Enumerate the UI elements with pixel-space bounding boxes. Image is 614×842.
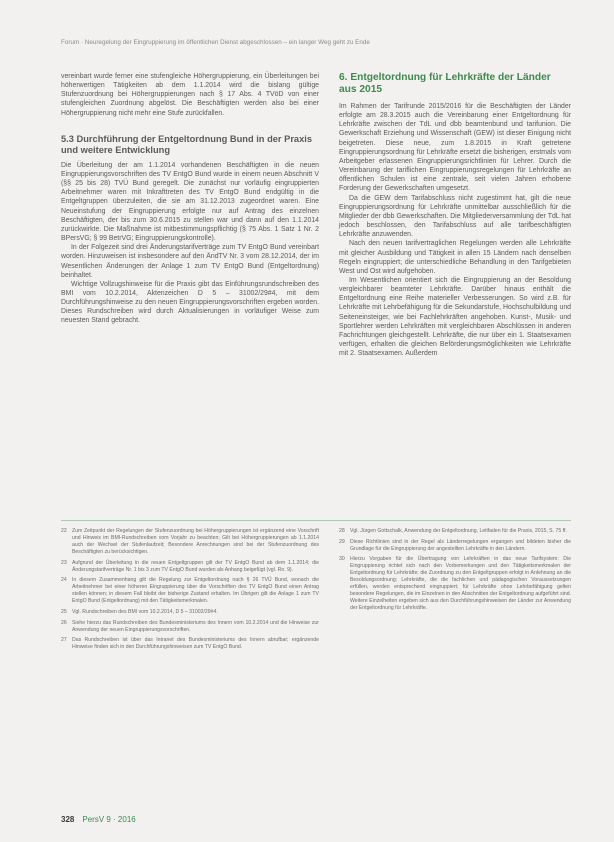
left-paragraph-3: Wichtige Vollzugshinweise für die Praxis gibt das Einführungsrundschreiben des BMI vom 10.2.2014, Aktenzeichen D 5 – 31002/29#4, mit dem Durchführungshinweise zu den neuen Eingruppierungsvorschriften ergeben worden. Dieses Rundschreiben wird durch Aktualisierungen in vorläufiger Weise zum neuesten Stand gebracht. [61,280,319,325]
footnote-number: 28 [339,528,345,534]
journal-issue: PersV 9 · 2016 [82,815,136,824]
footnote-number: 22 [61,528,67,534]
left-paragraph-1: Die Überleitung der am 1.1.2014 vorhandenen Beschäftigten in die neuen Eingruppierungsvorschriften des TV EntgO Bund wurde in einem neuen Abschnitt V (§§ 25 bis 28) TVÜ Bund geregelt. Die zunächst nur vorläufig eingruppierten Arbeitnehmer waren mit Inkrafttreten des TV EntgO Bund endgültig in die Entgeltgruppen überzuleiten, die sie am 31.12.2013 zugeordnet waren. Eine Neueinstufung der Eingruppierung erfolgte nur auf Antrag des einzelnen Beschäftigten, der bis zum 30.6.2015 zu stellen war und dann auf den 1.1.2014 zurückwirkte. Die Maßnahme ist mitbestimmungspflichtig (§ 75 Abs. 1 Satz 1 Nr. 2 BPersVG; § 99 BetrVG; Eingruppierungskontrolle). [61,161,319,243]
footnote-number: 30 [339,556,345,563]
right-paragraph-4: Im Wesentlichen orientiert sich die Eingruppierung an der Besoldung vergleichbarer beamteter Lehrkräfte. Darüber hinaus enthält die Entgeltordnung eine Reihe materieller Verbesserungen. So wird z.B. für Lehrkräfte mit Lehrbefähigung für die Sekundarstufe, Hochschulbildung und Seiteneinsteiger, wie bei Fachlehrkräften angehoben. Kunst-, Musik- und Sportlehrer werden Lehrkräften mit vergleichbaren Abschlüssen in anderen Fachrichtungen gleichgestellt. Lehrkräfte, die nur über ein 1. Staatsexamen verfügen, erhalten die gleichen Beförderungsmöglichkeiten wie Lehrkräfte mit 2. Staatsexamen. Außerdem [339,276,571,358]
right-paragraph-1: Im Rahmen der Tarifrunde 2015/2016 für die Beschäftigten der Länder erfolgte am 28.3.2015 auch die Vereinbarung einer Entgeltordnung für Lehrkräfte zwischen der TdL und dbb beamtenbund und tarifunion. Die Gewerkschaft Erziehung und Wissenschaft (GEW) ist dieser Einigung nicht beigetreten. Diese neue, zum 1.8.2015 in Kraft getretene Eingruppierungsordnung für Lehrkräfte ersetzt die bisherigen, erstmals vom Arbeitgeber erlassenen Eingruppierungsrichtlinien für Lehrer. Durch die Vereinbarung der tariflichen Eingruppierungsregelungen für Lehrkräfte an öffentlichen Schulen ist eine zentrale, seit vielen Jahren erhobene Forderung der Gewerkschaften umgesetzt. [339,103,571,193]
left-intro-paragraph: vereinbart wurde ferner eine stufengleiche Höhergruppierung, ein Überleitungen bei höherwertigen Tätigkeiten ab dem 1.1.2014 wird die bislang gültige Stufenzuordnung bei Höhergruppierungen nach § 17 Abs. 4 TVöD von einer stufengleichen Zuordnung abgelöst. Die Beschäftigten werden also bei einer Höhergruppierung nicht mehr eine Stufe zurückfallen. [61,73,319,117]
footnote [61,577,319,605]
footnote-number: 24 [61,577,67,584]
footnote [339,539,571,553]
footnote-text: Zum Zeitpunkt der Regelungen der Stufenzuordnung bei Höhergruppierungen ist ergänzend eine Vorschrift und Hinweis im BMI-Rundschreiben vom Vorjahr zu beachten; Gilt bei Höhergruppierungen ab 1.1.2014 auch der Wechsel der Stufenlaufzeit; Besondere Anrechnungen sind bei der Stufenzuordnung des Beschäftigten zu berücksichtigen. [72,528,319,556]
left-column [61,72,319,326]
right-column [339,72,571,358]
footnote [61,620,319,634]
footnotes-right [339,528,571,616]
footnote-text: In diesem Zusammenhang gilt die Regelung zur Entgeltordnung nach § 26 TVÜ Bund, wonach die Arbeitnehmer bei einer höheren Eingruppierung über die Vorschriften des TV EntgO Bund einen Antrag stellen können; in diesem Fall bleibt der bisherige Zustand erhalten. Im Übrigen gilt die Anlage 1 zum TV EntgO Bund (Entgeltordnung) mit den Tätigkeitsmerkmalen. [72,577,319,605]
running-head: Forum · Neuregelung der Eingruppierung im öffentlichen Dienst abgeschlossen – ein langer Weg geht zu Ende [61,39,370,46]
right-paragraph-3: Nach den neuen tarifvertraglichen Regelungen werden alle Lehrkräfte mit gleicher Ausbildung und Tätigkeit in allen 15 Ländern nach denselben Regeln eingruppiert; die unterschiedliche Behandlung in den Tarifgebieten West und Ost wird aufgehoben. [339,240,571,275]
footnote-number: 29 [339,538,345,545]
footnote [339,556,571,612]
footnote-text: Aufgrund der Überleitung in die neuen Entgeltgruppen gilt der TV EntgO Bund ab dem 1.1.2014; die Änderungstarifverträge Nr. 1 bis 3 zum TV EntgO Bund wurden als Anhang beigefügt (vgl. Rn. 9). [72,559,319,573]
footnotes-left [61,528,319,655]
page-footer [61,815,136,824]
section-heading-5-3: 5.3 Durchführung der Entgeltordnung Bund in der Praxis und weitere Entwicklung [61,133,313,155]
footnote [61,528,319,556]
left-paragraph-2: In der Folgezeit sind drei Änderungstarifverträge zum TV EntgO Bund vereinbart worden. Hinzuweisen ist insbesondere auf den ÄndTV Nr. 3 vom 28.12.2014, der im Wesentlichen Änderungen der Anlage 1 zum TV EntgO Bund (Entgeltordnung) beinhaltet. [61,244,319,279]
footnote-text: Diese Richtlinien sind in der Regel als Länderregelungen ergangen und bildeten bisher die Grundlage für die Eingruppierung der angestellten Lehrkräfte in den Ländern. [350,538,571,552]
footnote-number: 25 [61,608,67,615]
footnote [339,528,571,535]
footnote-number: 26 [61,619,67,626]
footnote-text: Hierzu Vorgaben für die Übertragung von Lehrkräften in das neue Tarifsystem: Die Eingruppierung richtet sich nach den Vorbemerkungen und den Tätigkeitsmerkmalen der Entgeltordnung für Lehrkräfte; die Zuordnung zu den Entgeltgruppen erfolgt in Anlehnung an die Besoldungsordnung; Lehrkräfte, die die fachlichen und pädagogischen Voraussetzungen erfüllen, werden entsprechend eingruppiert; für Lehrkräfte ohne Lehrbefähigung gelten besondere Regelungen, die im Einzelnen in den Abschnitten der Entgeltordnung aufgeführt sind. Weitere Einzelheiten ergeben sich aus den Durchführungshinweisen der Länder zur Anwendung der Entgeltordnung für Lehrkräfte. [350,556,571,612]
footnote [61,637,319,651]
footnote-number: 23 [61,559,67,566]
footnote-number: 27 [61,637,67,644]
section-heading-6: 6. Entgeltordnung für Lehrkräfte der Länder aus 2015 [339,72,551,95]
right-paragraph-2: Da die GEW dem Tarifabschluss nicht zugestimmt hat, gilt die neue Eingruppierungsordnung für Lehrkräfte unmittelbar ausschließlich für die Mitglieder der dbb Gewerkschaften. Die Mitgliederversammlung der TdL hat jedoch beschlossen, den Tarifabschluss auf alle tarifbeschäftigten Lehrkräfte anzuwenden. [339,194,571,239]
footnote-text: Siehe hierzu das Rundschreiben des Bundesministeriums des Innern vom 10.2.2014 und die Hinweise zur Anwendung der neuen Eingruppierungsvorschriften. [72,619,319,633]
footnote [61,560,319,574]
page-number: 328 [61,815,75,824]
footnote [61,609,319,616]
footnote-text: Vgl. Jürgen Gottschalk, Anwendung der Entgeltordnung, Leitfaden für die Praxis, 2015, S. 75 ff. [350,528,567,534]
footnote-text: Vgl. Rundschreiben des BMI vom 10.2.2014, D 5 – 31002/29#4. [72,608,218,615]
footnote-divider [61,520,571,521]
footnote-text: Das Rundschreiben ist über das Intranet des Bundesministeriums des Innern abrufbar; ergänzende Hinweise finden sich in den Durchführungshinweisen zum TV EntgO Bund. [72,637,319,651]
